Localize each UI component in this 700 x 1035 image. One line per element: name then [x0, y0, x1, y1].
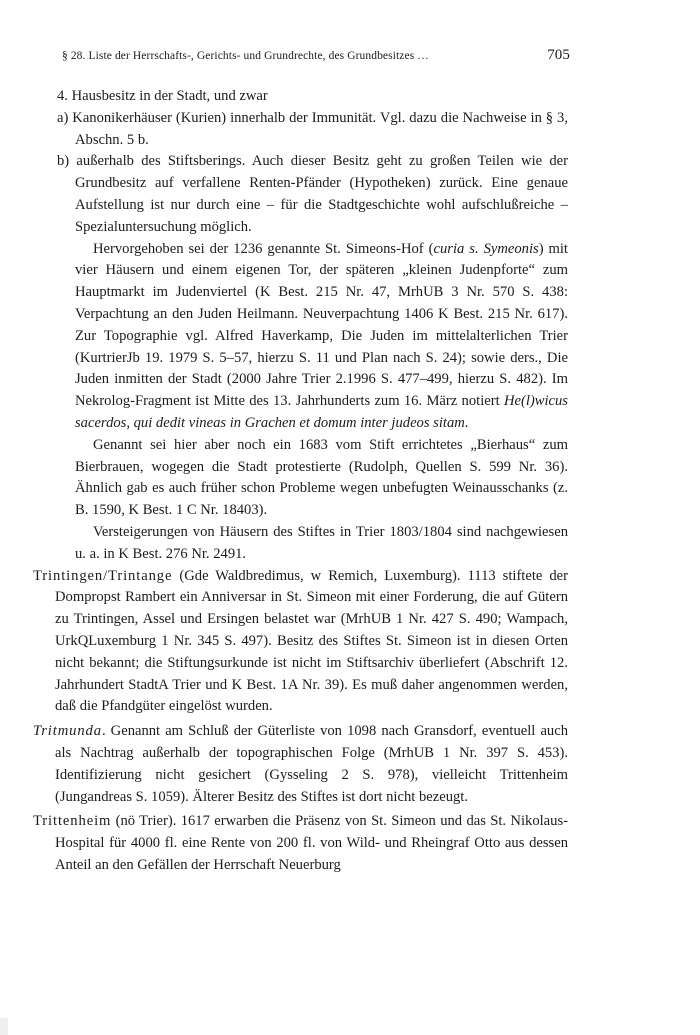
paragraph-text: Hervorgehoben sei der 1236 genannte St. Simeons-Hof (: [93, 240, 434, 257]
list-item-a: a) Kanonikerhäuser (Kurien) innerhalb der Immunität. Vgl. dazu die Nachweise in § 3, Abschn. 5 b.: [57, 109, 568, 148]
list-item-4: 4. Hausbesitz in der Stadt, und zwar: [57, 88, 268, 104]
entry-lemma: Trittenheim: [33, 813, 112, 830]
entry-lemma: Trintingen/Trintange: [33, 567, 173, 584]
entry-trittenheim: [33, 811, 568, 876]
page-body: [33, 86, 568, 877]
paragraph-bierhaus: Genannt sei hier aber noch ein 1683 vom Stift errichtetes „Bierhaus“ zum Bierbrauen, wogegen die Stadt protestierte (Rudolph, Quellen S. 599 Nr. 36). Ähnlich gab es auch früher schon Probleme wegen unbefugten Weinausschanks (z. B. 1590, K Best. 1 C Nr. 18403).: [75, 436, 568, 519]
entry-text: (Gde Waldbredimus, w Remich, Luxemburg). 1113 stiftete der Dompropst Rambert ein Anniversar in St. Simeon mit einer Forderung, die auf Gütern zu Trintingen, Assel und Ersingen belastet war (MrhUB 1 Nr. 427 S. 490; Wampach, UrkQLuxemburg 1 Nr. 345 S. 497). Besitz des Stiftes St. Simeon ist in diesen Orten nicht bekannt; die Stiftungsurkunde ist nicht im Stiftsarchiv überliefert (Abschrift 12. Jahrhundert StadtA Trier und K Best. 1A Nr. 39). Es muß daher angenommen werden, daß die Pfandgüter eingelöst wurden.: [55, 567, 568, 715]
entry-lemma: Tritmunda: [33, 723, 102, 740]
list-item-b: b) außerhalb des Stiftsberings. Auch dieser Besitz geht zu großen Teilen wie der Grundbesitz auf verfallene Renten-Pfänder (Hypotheken) zurück. Eine genaue Aufstellung ist nur durch eine – für die Stadtgeschichte wohl aufschlußreiche – Spezialuntersuchung möglich.: [57, 153, 568, 235]
paragraph-simeons-hof: [33, 239, 568, 435]
entry-tritmunda: [33, 721, 568, 808]
entry-text: . Genannt am Schluß der Güterliste von 1098 nach Gransdorf, eventuell auch als Nachtrag außerhalb der topographischen Folge (MrhUB 1 Nr. 397 S. 453). Identifizierung nicht gesichert (Gysseling 2 S. 978), vielleicht Trittenheim (Jungandreas S. 1059). Älterer Besitz des Stiftes ist dort nicht bezeugt.: [55, 723, 568, 805]
paragraph-text: .: [464, 414, 469, 431]
paragraph-versteigerungen: Versteigerungen von Häusern des Stiftes in Trier 1803/1804 sind nachgewiesen u. a. in K Best. 276 Nr. 2491.: [75, 523, 568, 562]
paragraph-text: ) mit vier Häusern und einem eigenen Tor, der späteren „kleinen Judenpforte“ zum Hauptmarkt im Judenviertel (K Best. 215 Nr. 47, MrhUB 3 Nr. 570 S. 438: Verpachtung an den Juden Heilmann. Neuverpachtung 1406 K Best. 215 Nr. 617). Zur Topographie vgl. Alfred Haverkamp, Die Juden im mittelalterlichen Trier (KurtrierJb 19. 1979 S. 5–57, hierzu S. 11 und Plan nach S. 24); sowie ders., Die Juden inmitten der Stadt (2000 Jahre Trier 2.1996 S. 477–499, hierzu S. 482). Im Nekrolog-Fragment ist Mitte des 13. Jahrhunderts zum 16. März notiert: [75, 240, 568, 410]
entry-trintingen: [33, 566, 568, 719]
page-number: 705: [547, 47, 570, 63]
running-head: [62, 47, 570, 63]
entry-text: (nö Trier). 1617 erwarben die Präsenz von St. Simeon und das St. Nikolaus-Hospital für 4000 fl. eine Rente von 200 fl. von Wild- und Rheingraf Otto aus dessen Anteil an den Gefällen der Herrschaft Neuerburg: [55, 813, 568, 873]
page-edge-mark: [0, 1018, 8, 1035]
running-head-title: § 28. Liste der Herrschafts-, Gerichts- und Grundrechte, des Grundbesitzes …: [62, 50, 429, 62]
latin-quote: He(l)wicus sacerdos, qui dedit vineas in Grachen et domum inter judeos sitam: [75, 393, 568, 431]
latin-quote: curia s. Symeonis: [433, 240, 539, 257]
